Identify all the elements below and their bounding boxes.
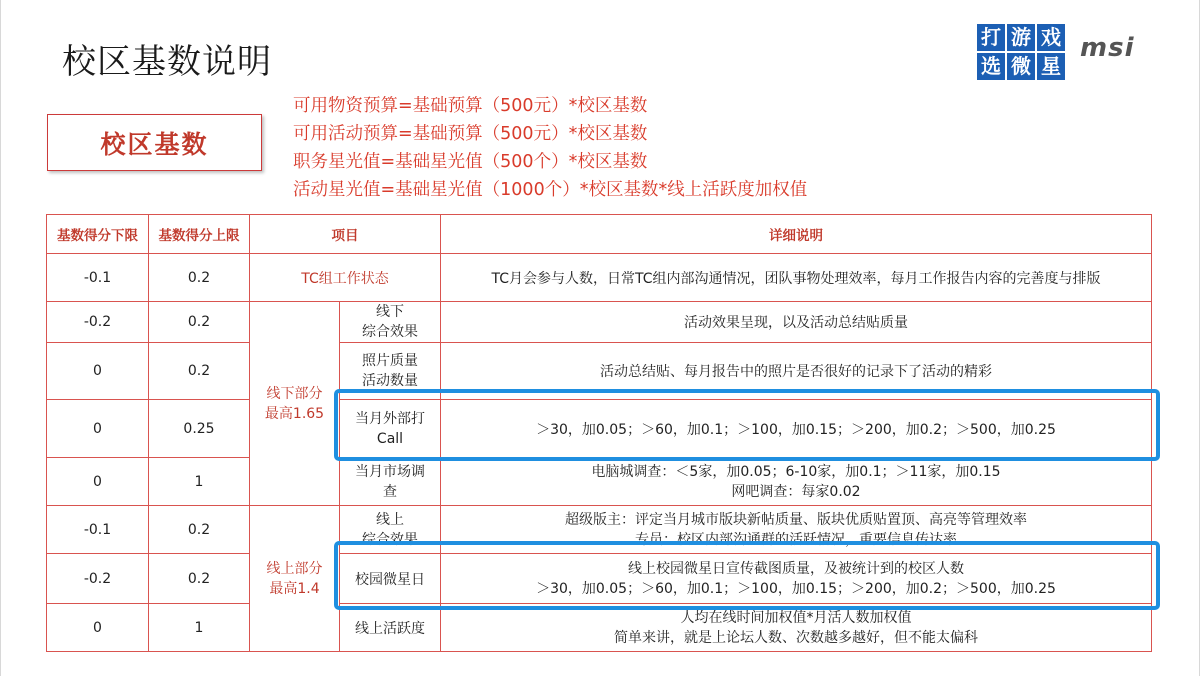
lower-cell: -0.2: [47, 302, 149, 343]
formula-line: 职务星光值=基础星光值（500个）*校区基数: [293, 152, 648, 172]
logo-char: 游: [1007, 24, 1035, 51]
formula-line: 可用活动预算=基础预算（500元）*校区基数: [293, 124, 648, 144]
detail-line: 简单来讲，就是上论坛人数、次数越多越好，但不能太偏科: [614, 629, 978, 646]
detail-cell: [441, 458, 1152, 506]
item-line: 当月外部打: [355, 410, 425, 427]
col-header-item: 项目: [250, 215, 441, 254]
logo-char: 选: [977, 53, 1005, 80]
col-header-detail: 详细说明: [441, 215, 1152, 254]
group-label-online: [250, 506, 340, 652]
upper-cell: 0.2: [149, 554, 250, 604]
detail-cell: [441, 604, 1152, 652]
col-header-lower: 基数得分下限: [47, 215, 149, 254]
detail-line: 人均在线时间加权值*月活人数加权值: [680, 609, 912, 626]
table-row: [47, 254, 1152, 302]
table-row: [47, 400, 1152, 458]
table-row: [47, 302, 1152, 343]
detail-line: ＞30，加0.05；＞60，加0.1；＞100，加0.15；＞200，加0.2；＞500，加0.25: [536, 421, 1056, 438]
item-line: Call: [376, 430, 404, 447]
logo-char: 打: [977, 24, 1005, 51]
detail-line: 活动效果呈现，以及活动总结贴质量: [684, 315, 908, 331]
table-row: [47, 604, 1152, 652]
table-row: [47, 554, 1152, 604]
item-line: 综合效果: [362, 531, 418, 548]
detail-cell: [441, 554, 1152, 604]
formula-line: 活动星光值=基础星光值（1000个）*校区基数*线上活跃度加权值: [293, 180, 808, 200]
logo-char: 星: [1037, 53, 1065, 80]
lower-cell: 0: [47, 400, 149, 458]
table-row: [47, 506, 1152, 554]
item-line: 查: [383, 483, 397, 500]
item-cell: [340, 343, 441, 400]
col-header-upper: 基数得分上限: [149, 215, 250, 254]
detail-line: ＞30，加0.05；＞60，加0.1；＞100，加0.15；＞200，加0.2；＞500，加0.25: [536, 580, 1056, 597]
upper-cell: 1: [149, 458, 250, 506]
formula-line: 可用物资预算=基础预算（500元）*校区基数: [293, 96, 648, 116]
event-logo: [977, 24, 1067, 80]
detail-line: 专员：校区内部沟通群的活跃情况，重要信息传达率: [635, 531, 957, 548]
item-cell: TC组工作状态: [250, 254, 441, 302]
group-label-line: 线上部分: [266, 560, 323, 577]
table-header-row: [47, 215, 1152, 254]
lower-cell: 0: [47, 458, 149, 506]
upper-cell: 0.25: [149, 400, 250, 458]
table-row: [47, 343, 1152, 400]
lower-cell: -0.2: [47, 554, 149, 604]
table-row: [47, 458, 1152, 506]
upper-cell: 0.2: [149, 343, 250, 400]
item-line: 线上: [376, 511, 404, 528]
item-cell: [340, 302, 441, 343]
item-cell: [340, 506, 441, 554]
item-cell: 校园微星日: [340, 554, 441, 604]
lower-cell: 0: [47, 343, 149, 400]
detail-cell: [441, 254, 1152, 302]
detail-line: 超级版主：评定当月城市版块新帖质量、版块优质贴置顶、高亮等管理效率: [565, 511, 1027, 528]
formula-list: [293, 92, 807, 204]
upper-cell: 1: [149, 604, 250, 652]
group-label-line: 最高1.65: [264, 405, 325, 422]
item-line: 活动数量: [362, 373, 418, 389]
detail-line: TC月会参与人数，日常TC组内部沟通情况，团队事物处理效率，每月工作报告内容的完善度与排版: [491, 270, 1101, 287]
item-line: 线下: [376, 304, 404, 320]
detail-cell: [441, 400, 1152, 458]
detail-line: 网吧调查：每家0.02: [731, 483, 861, 500]
detail-cell: [441, 343, 1152, 400]
group-label-line: 线下部分: [266, 385, 323, 402]
campus-base-badge: 校区基数: [47, 114, 262, 171]
msi-logo: msi: [1080, 33, 1135, 63]
item-line: 照片质量: [362, 353, 418, 369]
upper-cell: 0.2: [149, 506, 250, 554]
lower-cell: 0: [47, 604, 149, 652]
item-cell: [340, 458, 441, 506]
detail-line: 电脑城调查：＜5家，加0.05；6-10家，加0.1；＞11家，加0.15: [591, 463, 1001, 480]
item-cell: 线上活跃度: [340, 604, 441, 652]
group-label-line: 最高1.4: [269, 580, 320, 597]
lower-cell: -0.1: [47, 254, 149, 302]
item-line: 综合效果: [362, 324, 418, 340]
lower-cell: -0.1: [47, 506, 149, 554]
detail-line: 活动总结贴、每月报告中的照片是否很好的记录下了活动的精彩: [600, 364, 992, 380]
detail-cell: [441, 302, 1152, 343]
detail-cell: [441, 506, 1152, 554]
item-line: 当月市场调: [355, 463, 425, 480]
scoring-table: [46, 214, 1152, 652]
group-label-offline: [250, 302, 340, 506]
page-title: 校区基数说明: [62, 42, 272, 82]
detail-line: 线上校园微星日宣传截图质量，及被统计到的校区人数: [628, 560, 964, 577]
upper-cell: 0.2: [149, 254, 250, 302]
logo-char: 戏: [1037, 24, 1065, 51]
item-cell: [340, 400, 441, 458]
upper-cell: 0.2: [149, 302, 250, 343]
logo-char: 微: [1007, 53, 1035, 80]
